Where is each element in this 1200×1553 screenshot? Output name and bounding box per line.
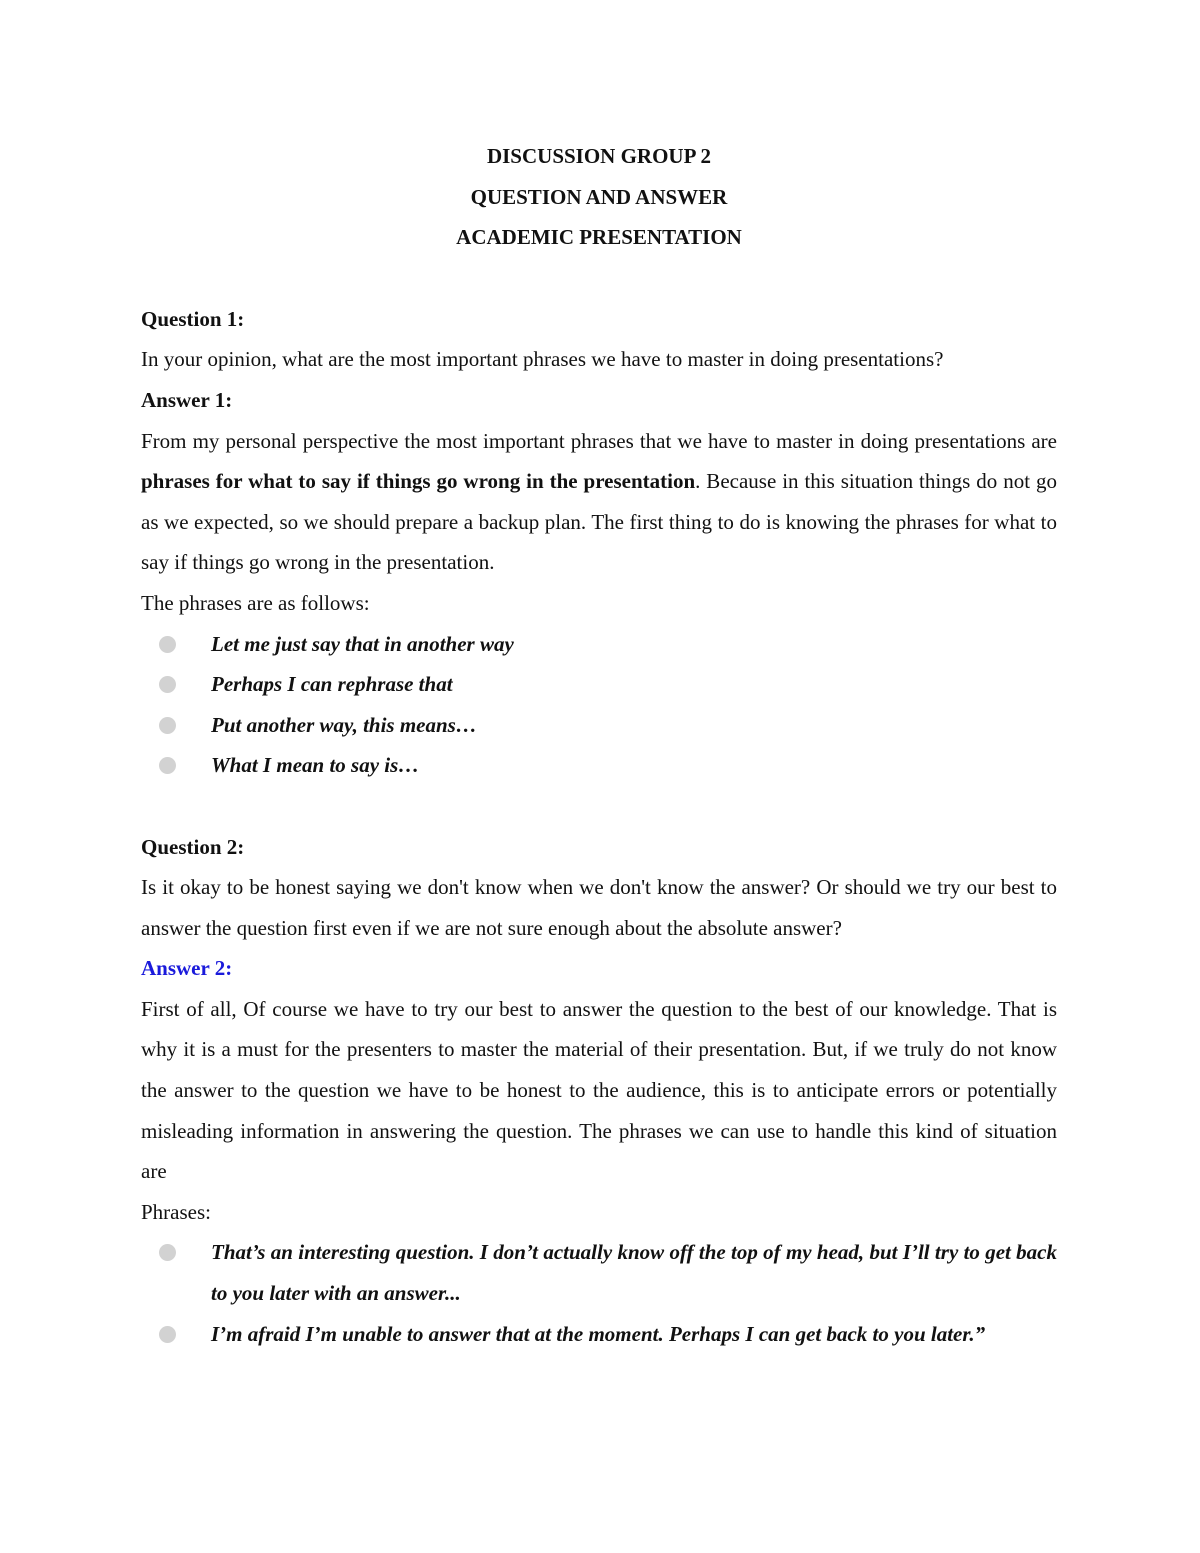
answer-1-text [141,421,1057,583]
section-spacer [141,786,1057,827]
question-2-text: Is it okay to be honest saying we don't know when we don't know the answer? Or should we try our best to answer the question first even if we are not sure enough about the absolute answer? [141,875,1057,940]
phrase-text: Put another way, this means… [211,712,477,737]
question-1-label: Question 1: [141,306,245,331]
list-item [141,624,1057,665]
bullet-icon [159,1244,176,1261]
list-item [141,1232,1057,1313]
phrases-intro-2: Phrases: [141,1199,211,1224]
document-title [141,136,1057,258]
phrase-text: Let me just say that in another way [211,631,514,656]
list-item [141,1314,1057,1355]
phrase-text: That’s an interesting question. I don’t actually know off the top of my head, but I’ll try to get back to you later with an answer... [211,1240,1057,1306]
title-line-1: DISCUSSION GROUP 2 [486,144,712,168]
question-1-text: In your opinion, what are the most important phrases we have to master in doing presentations? [141,347,944,372]
phrase-list-2 [141,1232,1057,1354]
title-line-3: ACADEMIC PRESENTATION [456,225,742,250]
phrases-intro-1: The phrases are as follows: [141,590,370,615]
answer-1-label: Answer 1: [141,387,233,412]
phrase-list-1 [141,624,1057,786]
list-item [141,705,1057,746]
answer-1-text-end: . Because in this situation things do not go as we expected, so we should prepare a backup plan. The first thing to do is knowing the phrases for what to say if things go wrong in the presentation. [141,469,1057,575]
list-item [141,745,1057,786]
answer-2-label: Answer 2: [141,956,233,981]
question-2-label: Question 2: [141,834,245,859]
title-line-2: QUESTION AND ANSWER [470,184,728,209]
answer-2-text: First of all, Of course we have to try our best to answer the question to the best of our knowledge. That is why it is a must for the presenters to master the material of their presentation. But, if we truly do not know the answer to the question we have to be honest to the audience, this is to anticipate errors or potentially misleading information in answering the question. The phrases we can use to handle this kind of situation are [141,996,1057,1184]
bullet-icon [159,676,176,693]
document-page [141,136,1057,1354]
phrase-text: What I mean to say is… [211,753,420,778]
phrase-text: Perhaps I can rephrase that [211,672,453,697]
bullet-icon [159,717,176,734]
bullet-icon [159,636,176,653]
bullet-icon [159,1326,176,1343]
list-item [141,664,1057,705]
answer-1-emphasis: phrases for what to say if things go wrong in the presentation [141,469,696,494]
phrase-text: I’m afraid I’m unable to answer that at the moment. Perhaps I can get back to you later.” [211,1321,986,1346]
bullet-icon [159,757,176,774]
answer-1-text-start: From my personal perspective the most important phrases that we have to master in doing presentations are [141,428,1057,453]
